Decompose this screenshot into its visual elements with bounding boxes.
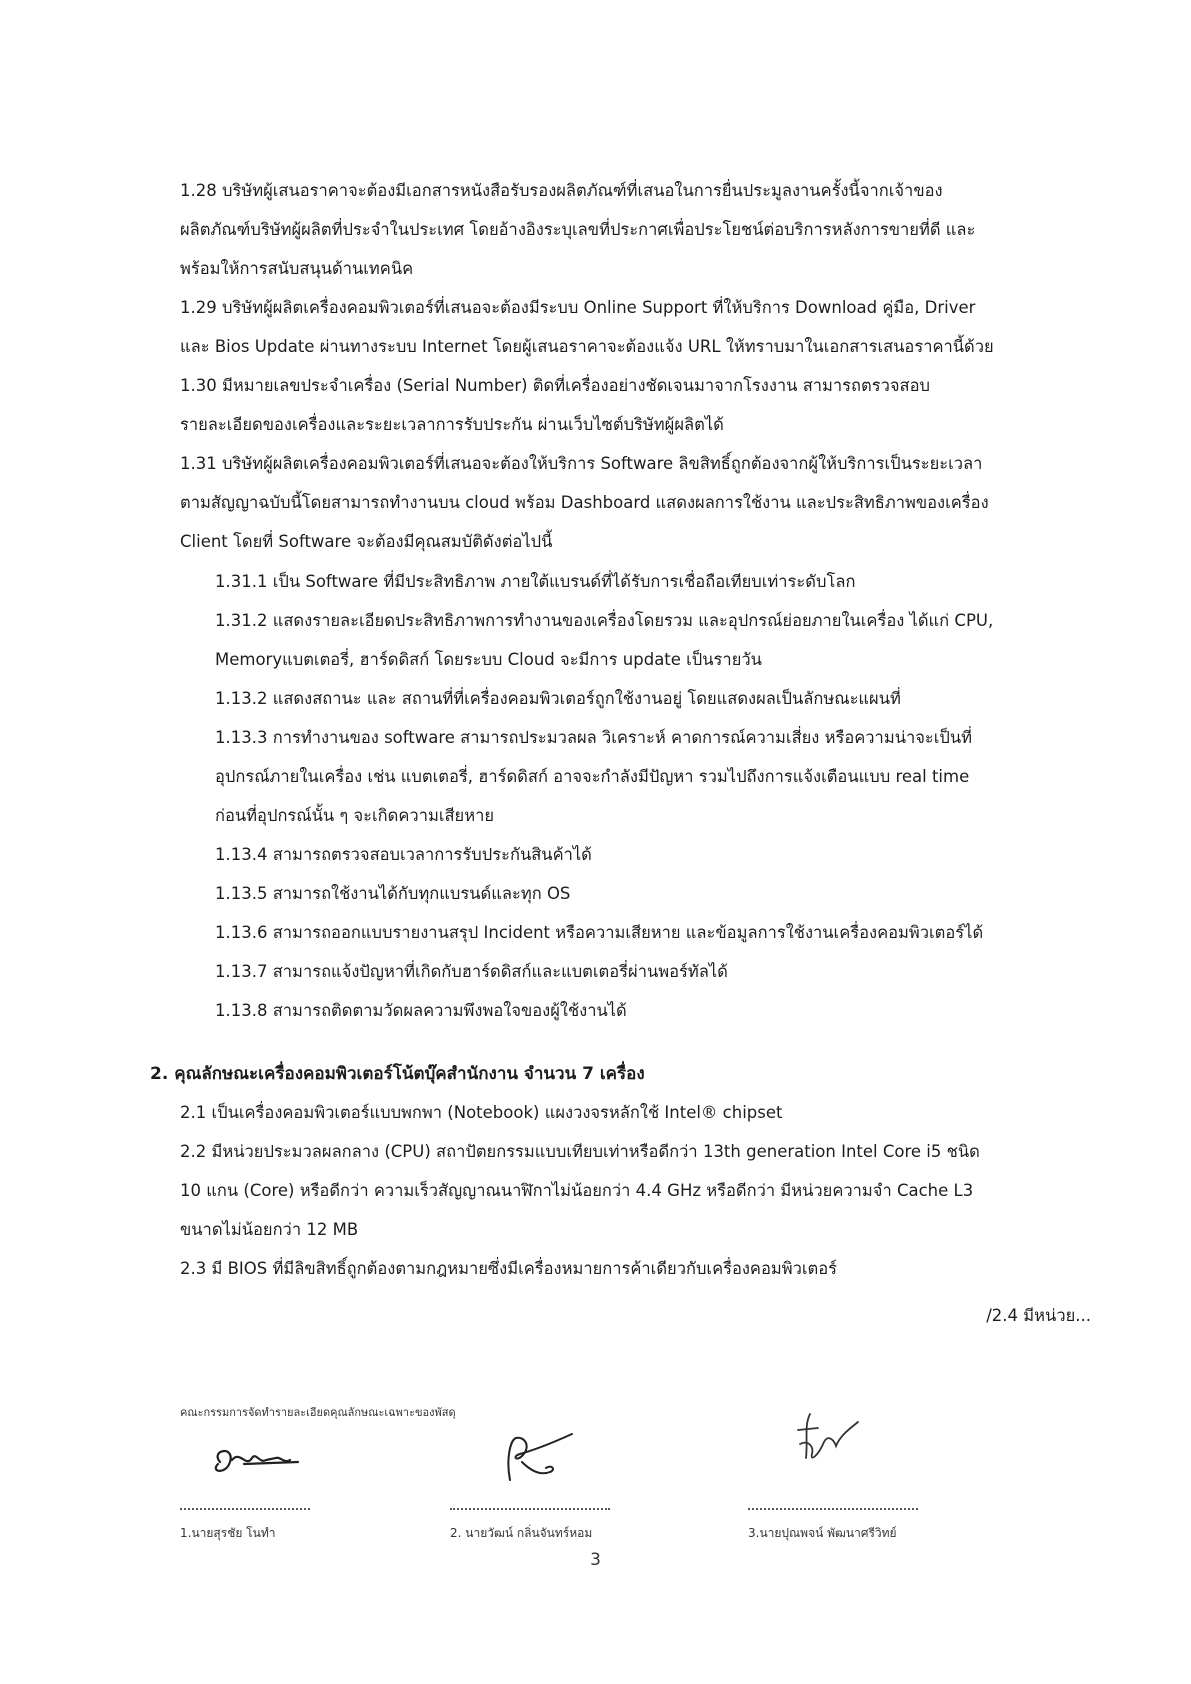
section-heading: 2. คุณลักษณะเครื่องคอมพิวเตอร์โน้ตบุ๊คสำนักงาน จำนวน 7 เครื่อง bbox=[150, 1064, 645, 1084]
body-line: Memoryแบตเตอรี่, ฮาร์ดดิสก์ โดยระบบ Cloud จะมีการ update เป็นรายวัน bbox=[215, 650, 762, 669]
body-line: 1.13.5 สามารถใช้งานได้กับทุกแบรนด์และทุก OS bbox=[215, 884, 571, 903]
body-line: 2.3 มี BIOS ที่มีลิขสิทธิ์ถูกต้องตามกฎหมายซึ่งมีเครื่องหมายการค้าเดียวกับเครื่องคอมพิวเตอร์ bbox=[180, 1259, 838, 1278]
body-line: ก่อนที่อุปกรณ์นั้น ๆ จะเกิดความเสียหาย bbox=[215, 806, 495, 825]
body-line: 1.31 บริษัทผู้ผลิตเครื่องคอมพิวเตอร์ที่เสนอจะต้องให้บริการ Software ลิขสิทธิ์ถูกต้องจากผู้ให้บริการเป็นระยะเวลา bbox=[180, 454, 983, 473]
body-line: 1.13.6 สามารถออกแบบรายงานสรุป Incident หรือความเสียหาย และข้อมูลการใช้งานเครื่องคอมพิวเตอร์ได้ bbox=[215, 923, 984, 942]
signatory-name: 2. นายวัฒน์ กลิ่นจันทร์หอม bbox=[450, 1526, 593, 1540]
signature-line bbox=[180, 1508, 310, 1510]
body-line: 1.30 มีหมายเลขประจำเครื่อง (Serial Number) ติดที่เครื่องอย่างชัดเจนมาจากโรงงาน สามารถตรวจสอบ bbox=[180, 376, 930, 395]
signatory-name: 3.นายปุณพจน์ พัฒนาศรีวิทย์ bbox=[748, 1526, 897, 1540]
body-line: 1.13.2 แสดงสถานะ และ สถานที่ที่เครื่องคอมพิวเตอร์ถูกใช้งานอยู่ โดยแสดงผลเป็นลักษณะแผนที่ bbox=[215, 689, 901, 708]
signature-line bbox=[450, 1508, 610, 1510]
signatory-name: 1.นายสุรชัย โนทำ bbox=[180, 1526, 276, 1540]
body-line: 1.31.1 เป็น Software ที่มีประสิทธิภาพ ภายใต้แบรนด์ที่ได้รับการเชื่อถือเทียบเท่าระดับโลก bbox=[215, 572, 856, 591]
committee-title: คณะกรรมการจัดทำรายละเอียดคุณลักษณะเฉพาะของพัสดุ bbox=[180, 1406, 456, 1419]
body-line: พร้อมให้การสนับสนุนด้านเทคนิค bbox=[180, 259, 414, 278]
body-line: ผลิตภัณฑ์บริษัทผู้ผลิตที่ประจำในประเทศ โดยอ้างอิงระบุเลขที่ประกาศเพื่อประโยชน์ต่อบริการหลังการขายที่ดี และ bbox=[180, 220, 976, 239]
body-line: 2.1 เป็นเครื่องคอมพิวเตอร์แบบพกพา (Notebook) แผงวงจรหลักใช้ Intel® chipset bbox=[180, 1103, 783, 1122]
body-line: ตามสัญญาฉบับนี้โดยสามารถทำงานบน cloud พร้อม Dashboard แสดงผลการใช้งาน และประสิทธิภาพของเครื่อง bbox=[180, 493, 989, 512]
body-line: รายละเอียดของเครื่องและระยะเวลาการรับประกัน ผ่านเว็บไซต์บริษัทผู้ผลิตได้ bbox=[180, 415, 724, 434]
signature-1-image bbox=[180, 1420, 380, 1500]
signature-2-image bbox=[450, 1420, 650, 1500]
body-line: 2.2 มีหน่วยประมวลผลกลาง (CPU) สถาปัตยกรรมแบบเทียบเท่าหรือดีกว่า 13th generation Intel Core i5 ชนิด bbox=[180, 1142, 980, 1161]
body-line: 1.13.3 การทำงานของ software สามารถประมวลผล วิเคราะห์ คาดการณ์ความเสี่ยง หรือความน่าจะเป็นที่ bbox=[215, 728, 973, 747]
body-line: 1.28 บริษัทผู้เสนอราคาจะต้องมีเอกสารหนังสือรับรองผลิตภัณฑ์ที่เสนอในการยื่นประมูลงานครั้งนี้จากเจ้าของ bbox=[180, 181, 943, 200]
continued-marker: /2.4 มีหน่วย... bbox=[986, 1306, 1091, 1325]
body-line: 1.13.7 สามารถแจ้งปัญหาที่เกิดกับฮาร์ดดิสก์และแบตเตอรี่ผ่านพอร์ทัลได้ bbox=[215, 962, 728, 981]
body-line: 1.13.8 สามารถติดตามวัดผลความพึงพอใจของผู้ใช้งานได้ bbox=[215, 1001, 627, 1020]
body-line: Client โดยที่ Software จะต้องมีคุณสมบัติดังต่อไปนี้ bbox=[180, 532, 553, 551]
page-number: 3 bbox=[590, 1550, 601, 1570]
body-line: 1.31.2 แสดงรายละเอียดประสิทธิภาพการทำงานของเครื่องโดยรวม และอุปกรณ์ย่อยภายในเครื่อง ได้แก่ CPU, bbox=[215, 611, 994, 630]
body-line: ขนาดไม่น้อยกว่า 12 MB bbox=[180, 1220, 359, 1239]
body-line: 1.29 บริษัทผู้ผลิตเครื่องคอมพิวเตอร์ที่เสนอจะต้องมีระบบ Online Support ที่ให้บริการ Download คู่มือ, Driver bbox=[180, 298, 976, 317]
body-line: 1.13.4 สามารถตรวจสอบเวลาการรับประกันสินค้าได้ bbox=[215, 845, 592, 864]
signature-3-image bbox=[748, 1400, 948, 1490]
body-line: และ Bios Update ผ่านทางระบบ Internet โดยผู้เสนอราคาจะต้องแจ้ง URL ให้ทราบมาในเอกสารเสนอราคานี้ด้วย bbox=[180, 337, 994, 356]
body-line: อุปกรณ์ภายในเครื่อง เช่น แบตเตอรี่, ฮาร์ดดิสก์ อาจจะกำลังมีปัญหา รวมไปถึงการแจ้งเตือนแบบ real time bbox=[215, 767, 970, 786]
body-line: 10 แกน (Core) หรือดีกว่า ความเร็วสัญญาณนาฬิกาไม่น้อยกว่า 4.4 GHz หรือดีกว่า มีหน่วยความจำ Cache L3 bbox=[180, 1181, 974, 1200]
signature-line bbox=[748, 1508, 918, 1510]
